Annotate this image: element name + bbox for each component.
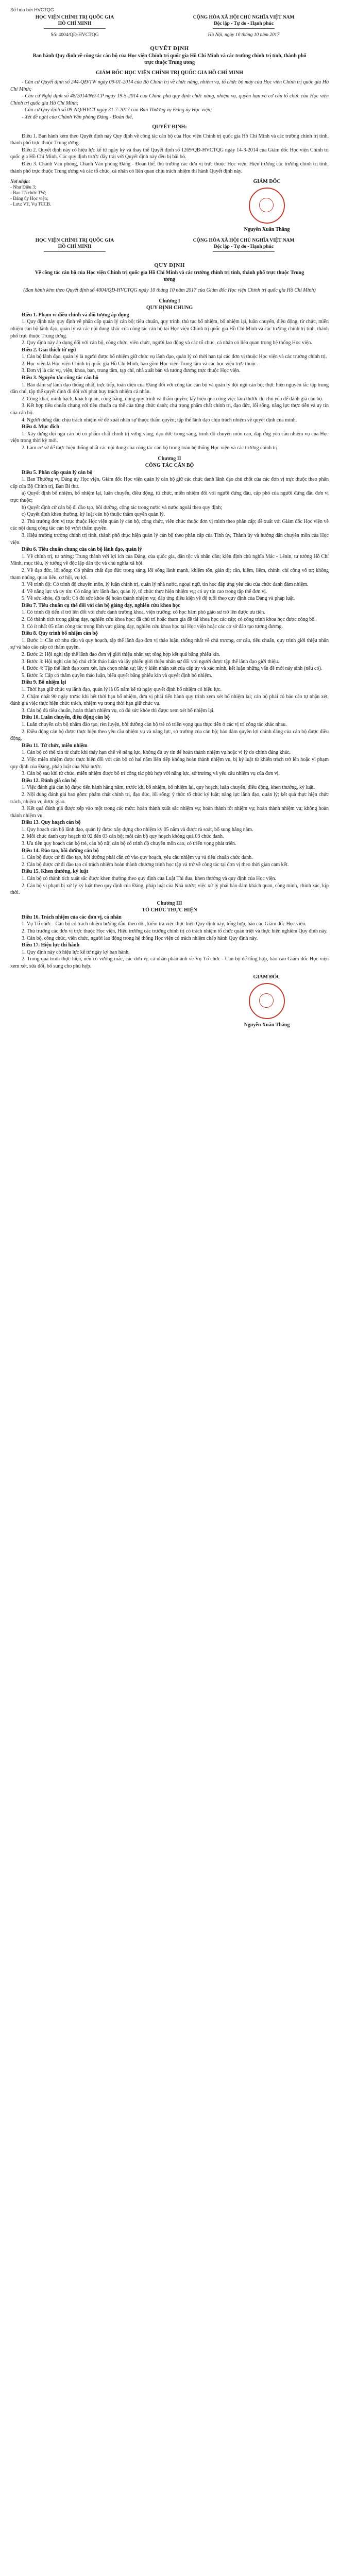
article-paragraph: 2. Công khai, minh bạch, khách quan, công bằng, đúng quy trình và thẩm quyền; lấy hiệu quả công việc làm thước đo chủ yếu để đánh giá cán bộ. (22, 396, 324, 402)
article-paragraph: 2. Cán bộ vi phạm bị xử lý kỷ luật theo quy định của Đảng, pháp luật của Nhà nước; việc xử lý phải bảo đảm khách quan, công minh, chính xác, kịp thời. (10, 883, 329, 896)
closing-signer-role: GIÁM ĐỐC (253, 974, 281, 980)
nation-name: CỘNG HÒA XÃ HỘI CHỦ NGHĨA VIỆT NAM (193, 15, 295, 20)
article-paragraph: 3. Ưu tiên quy hoạch cán bộ trẻ, cán bộ nữ, cán bộ có trình độ chuyên môn cao, có triển vọng phát triển. (22, 841, 236, 847)
article-paragraph: 1. Bước 1: Căn cứ nhu cầu và quy hoạch, tập thể lãnh đạo đơn vị thảo luận, thống nhất về chủ trương, cơ cấu, tiêu chuẩn, quy trình giới thiệu nhân sự và báo cáo cấp có thẩm quyền. (10, 637, 329, 651)
article-paragraph: 3. Cán bộ sau khi từ chức, miễn nhiệm được bố trí công tác phù hợp với năng lực, sở trường và yêu cầu nhiệm vụ của đơn vị. (22, 771, 280, 777)
brand-label: Số hóa bởi HVCTQG (10, 7, 54, 12)
article-heading: Điều 13. Quy hoạch cán bộ (22, 820, 81, 826)
article-heading: Điều 12. Đánh giá cán bộ (22, 777, 77, 784)
recipient-item: - Đảng ủy Học viện; (10, 196, 48, 201)
article-paragraph: a) Quyết định bổ nhiệm, bổ nhiệm lại, luân chuyển, điều động, từ chức, miễn nhiệm đối với người đứng đầu, cấp phó của người đứng đầu đơn vị trực thuộc; (10, 490, 329, 503)
regulation-nation-motto: Độc lập - Tự do - Hạnh phúc (213, 244, 274, 250)
issue-date: Hà Nội, ngày 10 tháng 10 năm 2017 (208, 32, 280, 38)
article-heading: Điều 4. Mục đích (22, 424, 59, 430)
chapter-name: QUY ĐỊNH CHUNG (146, 304, 193, 311)
article-paragraph: 2. Việc miễn nhiệm được thực hiện đối với cán bộ có hai năm liên tiếp không hoàn thành nhiệm vụ, bị kỷ luật từ khiển trách trở lên hoặc vi phạm quy định của Đảng, pháp luật của Nhà nước. (10, 756, 329, 770)
article-heading: Điều 16. Trách nhiệm của các đơn vị, cá nhân (22, 914, 122, 920)
closing-signer-name: Nguyễn Xuân Thắng (244, 1022, 290, 1028)
issuer-org-line1: HỌC VIỆN CHÍNH TRỊ QUỐC GIA (35, 15, 114, 20)
article-paragraph: c) Quyết định khen thưởng, kỷ luật cán bộ thuộc thẩm quyền quản lý. (22, 512, 165, 518)
article-paragraph: 1. Có trình độ tiến sĩ trở lên đối với chức danh trưởng khoa, viện trưởng; có học hàm phó giáo sư trở lên được ưu tiên. (22, 609, 265, 616)
chapter-label: Chương I (159, 298, 180, 304)
article-paragraph: 2. Chậm nhất 90 ngày trước khi hết thời hạn bổ nhiệm, đơn vị phải tiến hành quy trình xem xét bổ nhiệm lại; cán bộ phải có báo cáo tự nhận xét, đánh giá việc thực hiện chức trách, nhiệm vụ trong thời hạn giữ chức vụ. (10, 693, 329, 707)
article-paragraph: 1. Xây dựng đội ngũ cán bộ có phẩm chất chính trị vững vàng, đạo đức trong sáng, trình độ chuyên môn cao, đáp ứng yêu cầu nhiệm vụ của Học viện trong thời kỳ mới. (10, 431, 329, 444)
signer-name: Nguyễn Xuân Thắng (244, 227, 290, 233)
basis-item: - Căn cứ Quyết định số 244-QĐ/TW ngày 09-01-2014 của Bộ Chính trị về chức năng, nhiệm vụ, tổ chức bộ máy của Học viện Chính trị quốc gia Hồ Chí Minh; (10, 79, 329, 92)
article-heading: Điều 10. Luân chuyển, điều động cán bộ (22, 715, 110, 721)
article-paragraph: 1. Bảo đảm sự lãnh đạo thống nhất, trực tiếp, toàn diện của Đảng đối với công tác cán bộ và quản lý đội ngũ cán bộ; thực hiện nguyên tắc tập trung dân chủ, tập thể quyết định đi đôi với phát huy trách nhiệm cá nhân. (10, 382, 329, 395)
article-paragraph: 3. Về trình độ: Có trình độ chuyên môn, lý luận chính trị, quản lý nhà nước, ngoại ngữ, tin học đáp ứng yêu cầu của chức danh đảm nhiệm. (22, 582, 309, 588)
article-paragraph: 2. Học viện là Học viện Chính trị quốc gia Hồ Chí Minh, bao gồm Học viện Trung tâm và các học viện trực thuộc. (22, 361, 258, 367)
article-heading: Điều 15. Khen thưởng, kỷ luật (22, 869, 89, 875)
article-paragraph: 5. Về sức khỏe, độ tuổi: Có đủ sức khỏe để hoàn thành nhiệm vụ; đáp ứng điều kiện về độ tuổi theo quy định của Đảng và pháp luật. (22, 596, 295, 602)
article-paragraph: b) Quyết định cử cán bộ đi đào tạo, bồi dưỡng, công tác trong nước và nước ngoài theo quy định; (22, 504, 223, 511)
article-paragraph: 4. Người đứng đầu chịu trách nhiệm về đề xuất nhân sự thuộc thẩm quyền; tập thể lãnh đạo chịu trách nhiệm về quyết định của mình. (22, 417, 297, 423)
article-paragraph: 2. Quy định này áp dụng đối với cán bộ, công chức, viên chức, người lao động và các tổ chức, cá nhân có liên quan trong hệ thống Học viện. (22, 340, 312, 346)
decides-heading: QUYẾT ĐỊNH: (152, 124, 187, 130)
divider (44, 28, 106, 29)
article-paragraph: 3. Hiệu trưởng trường chính trị tỉnh, thành phố thực hiện quản lý cán bộ theo phân cấp của Tỉnh ủy, Thành ủy và hướng dẫn chuyên môn của Học viện. (10, 532, 329, 546)
closing-signer-block (205, 974, 329, 1028)
basis-item: - Xét đề nghị của Chánh Văn phòng Đảng - Đoàn thể, (22, 114, 133, 120)
legal-bases (10, 79, 329, 121)
article-paragraph: 2. Điều động cán bộ được thực hiện theo yêu cầu nhiệm vụ và năng lực, sở trường của cán bộ; bảo đảm quyền lợi chính đáng của cán bộ được điều động. (10, 728, 329, 742)
article-heading: Điều 5. Phân cấp quản lý cán bộ (22, 469, 93, 476)
article-heading: Điều 17. Hiệu lực thi hành (22, 942, 80, 948)
article-paragraph: 1. Vụ Tổ chức - Cán bộ có trách nhiệm hướng dẫn, theo dõi, kiểm tra việc thực hiện Quy định này; tổng hợp, báo cáo Giám đốc Học viện. (22, 921, 307, 927)
regulation-header (10, 238, 329, 255)
decision-article: Điều 2. Quyết định này có hiệu lực kể từ ngày ký và thay thế Quyết định số 1269/QĐ-HVCTQG ngày 14-3-2014 của Giám đốc Học viện Chính trị quốc gia Hồ Chí Minh. Các quy định trước đây trái với Quyết định này đều bị bãi bỏ. (10, 147, 329, 160)
regulation-nation-name: CỘNG HÒA XÃ HỘI CHỦ NGHĨA VIỆT NAM (193, 238, 295, 244)
article-paragraph: 1. Cán bộ có thành tích xuất sắc được khen thưởng theo quy định của Luật Thi đua, khen thưởng và quy định của Học viện. (22, 876, 277, 882)
regulation-issuer-line1: HỌC VIỆN CHÍNH TRỊ QUỐC GIA (35, 238, 114, 244)
signer-block (205, 179, 329, 232)
article-heading: Điều 2. Giải thích từ ngữ (22, 347, 76, 353)
article-paragraph: 1. Luân chuyển cán bộ nhằm đào tạo, rèn luyện, bồi dưỡng cán bộ trẻ có triển vọng qua thực tiễn ở các vị trí công tác khác nhau. (22, 721, 287, 727)
article-paragraph: 2. Trong quá trình thực hiện, nếu có vướng mắc, các đơn vị, cá nhân phản ánh về Vụ Tổ chức - Cán bộ để tổng hợp, báo cáo Giám đốc Học viện xem xét, sửa đổi, bổ sung cho phù hợp. (10, 956, 329, 969)
article-heading: Điều 7. Tiêu chuẩn cụ thể đối với cán bộ giảng dạy, nghiên cứu khoa học (22, 602, 180, 608)
article-paragraph: 2. Làm cơ sở để thực hiện thống nhất các nội dung của công tác cán bộ trong toàn hệ thống Học viện và các trường chính trị. (22, 445, 279, 451)
article-paragraph: 3. Bước 3: Hội nghị cán bộ chủ chốt thảo luận và lấy phiếu giới thiệu nhân sự đối với người được tập thể lãnh đạo giới thiệu. (22, 658, 279, 665)
article-paragraph: 3. Kết hợp tiêu chuẩn chung với tiêu chuẩn cụ thể của từng chức danh; chú trọng phẩm chất chính trị, đạo đức, lối sống, năng lực thực tiễn và uy tín của cán bộ. (10, 403, 329, 416)
article-paragraph: 3. Cán bộ đủ tiêu chuẩn, hoàn thành nhiệm vụ, có đủ sức khỏe thì được xem xét bổ nhiệm lại. (22, 707, 215, 714)
article-paragraph: 3. Đơn vị là các vụ, viện, khoa, ban, trung tâm, tạp chí, nhà xuất bản và tương đương trực thuộc Học viện. (22, 368, 241, 374)
chapter-label: Chương II (158, 455, 181, 462)
divider (44, 251, 106, 252)
chapter-name: TỔ CHỨC THỰC HIỆN (142, 907, 197, 913)
regulation-issuer-line2: HỒ CHÍ MINH (58, 244, 92, 250)
article-heading: Điều 3. Nguyên tắc công tác cán bộ (22, 375, 98, 381)
article-paragraph: 2. Về đạo đức, lối sống: Có phẩm chất đạo đức trong sáng, lối sống lành mạnh, khiêm tốn, giản dị; cần, kiệm, liêm, chính, chí công vô tư; không tham nhũng, quan liêu, cơ hội, vụ lợi. (10, 567, 329, 581)
article-paragraph: 1. Cán bộ có thể xin từ chức khi thấy hạn chế về năng lực, không đủ uy tín để hoàn thành nhiệm vụ hoặc vì lý do chính đáng khác. (22, 750, 291, 756)
article-paragraph: 1. Quy định này có hiệu lực kể từ ngày ký ban hành. (22, 949, 130, 955)
decision-subtitle: Ban hành Quy định về công tác cán bộ của Học viện Chính trị quốc gia Hồ Chí Minh và các trường chính trị tỉnh, thành phố trực thuộc Trung ương (32, 53, 307, 65)
issuer-block (10, 14, 139, 38)
regulation-title: QUY ĐỊNH (154, 262, 185, 269)
decision-articles (10, 133, 329, 175)
article-paragraph: 3. Có ít nhất 05 năm công tác trong lĩnh vực giảng dạy, nghiên cứu khoa học tại Học viện hoặc các cơ sở đào tạo tương đương. (22, 623, 283, 630)
article-paragraph: 5. Bước 5: Cấp có thẩm quyền thảo luận, biểu quyết bằng phiếu kín và quyết định bổ nhiệm. (22, 672, 212, 679)
article-paragraph: 1. Cán bộ được cử đi đào tạo, bồi dưỡng phải căn cứ vào quy hoạch, yêu cầu nhiệm vụ và tiêu chuẩn chức danh. (22, 855, 253, 861)
article-paragraph: 1. Ban Thường vụ Đảng ủy Học viện, Giám đốc Học viện quản lý cán bộ giữ các chức danh lãnh đạo chủ chốt của các đơn vị trực thuộc theo phân cấp của Bộ Chính trị, Ban Bí thư. (10, 477, 329, 489)
closing-seal-icon (249, 983, 285, 1019)
article-heading: Điều 11. Từ chức, miễn nhiệm (22, 742, 88, 749)
article-paragraph: 1. Việc đánh giá cán bộ được tiến hành hằng năm, trước khi bổ nhiệm, bổ nhiệm lại, quy hoạch, luân chuyển, điều động, khen thưởng, kỷ luật. (22, 785, 315, 791)
article-heading: Điều 9. Bổ nhiệm lại (22, 680, 66, 686)
article-heading: Điều 6. Tiêu chuẩn chung của cán bộ lãnh đạo, quản lý (22, 547, 142, 553)
basis-item: - Căn cứ Quy định số 09-NQ/HVCT ngày 31-7-2017 của Ban Thường vụ Đảng ủy Học viện; (22, 107, 212, 113)
article-heading: Điều 1. Phạm vi điều chỉnh và đối tượng áp dụng (22, 312, 129, 318)
article-paragraph: 2. Bước 2: Hội nghị tập thể lãnh đạo đơn vị giới thiệu nhân sự; tổng hợp kết quả bằng phiếu kín. (22, 652, 221, 658)
article-paragraph: 2. Có thành tích trong giảng dạy, nghiên cứu khoa học; đã chủ trì hoặc tham gia đề tài khoa học các cấp; có công trình khoa học được công bố. (22, 617, 316, 623)
recipient-item: - Lưu: VT, Vụ TCCB. (10, 201, 52, 207)
article-heading: Điều 14. Đào tạo, bồi dưỡng cán bộ (22, 848, 99, 854)
article-paragraph: 2. Nội dung đánh giá bao gồm: phẩm chất chính trị, đạo đức, lối sống; ý thức tổ chức kỷ luật; năng lực lãnh đạo, quản lý; kết quả thực hiện chức trách, nhiệm vụ được giao. (10, 791, 329, 805)
decision-number: Số: 4004/QĐ-HVCTQG (50, 32, 99, 38)
article-paragraph: 4. Bước 4: Tập thể lãnh đạo xem xét, lựa chọn nhân sự; lấy ý kiến nhận xét của cấp ủy và xác minh, kết luận những vấn đề mới nảy sinh (nếu có). (22, 666, 323, 672)
article-paragraph: 1. Thời hạn giữ chức vụ lãnh đạo, quản lý là 05 năm kể từ ngày quyết định bổ nhiệm có hiệu lực. (22, 687, 222, 692)
basis-item: - Căn cứ Nghị định số 48/2014/NĐ-CP ngày 19-5-2014 của Chính phủ quy định chức năng, nhiệm vụ, quyền hạn và cơ cấu tổ chức của Học viện Chính trị quốc gia Hồ Chí Minh; (10, 93, 329, 106)
article-paragraph: 2. Mỗi chức danh quy hoạch từ 02 đến 03 cán bộ; mỗi cán bộ quy hoạch không quá 03 chức danh. (22, 834, 224, 840)
nation-block (159, 14, 329, 38)
regulation-nation (159, 238, 329, 255)
regulation-issuer (10, 238, 139, 255)
signer-role: GIÁM ĐỐC (253, 179, 281, 185)
signature-area (10, 179, 329, 232)
regulation-subtitle: Về công tác cán bộ của Học viện Chính trị quốc gia Hồ Chí Minh và các trường chính trị tỉnh, thành phố trực thuộc Trung ương (35, 270, 304, 283)
document-page (10, 0, 329, 1028)
article-paragraph: 1. Về chính trị, tư tưởng: Trung thành với lợi ích của Đảng, của quốc gia, dân tộc và nhân dân; kiên định chủ nghĩa Mác - Lênin, tư tưởng Hồ Chí Minh, mục tiêu, lý tưởng về độc lập dân tộc và chủ nghĩa xã hội. (10, 553, 329, 567)
document-header (10, 14, 329, 38)
issuer-org-line2: HỒ CHÍ MINH (58, 21, 92, 26)
divider (213, 251, 275, 252)
divider (213, 28, 275, 29)
chapter-name: CÔNG TÁC CÁN BỘ (145, 462, 194, 468)
regulation-note: (Ban hành kèm theo Quyết định số 4004/QĐ-HVCTQG ngày 10 tháng 10 năm 2017 của Giám đốc Học viện Chính trị quốc gia Hồ Chí Minh) (23, 287, 316, 294)
article-paragraph: 1. Quy định này quy định về phân cấp quản lý cán bộ; tiêu chuẩn, quy trình, thủ tục bổ nhiệm, bổ nhiệm lại, luân chuyển, điều động, từ chức, miễn nhiệm cán bộ lãnh đạo, quản lý và các nội dung khác của công tác cán bộ tại Học viện Chính trị quốc gia Hồ Chí Minh và các trường chính trị tỉnh, thành phố trực thuộc Trung ương. (10, 319, 329, 339)
article-paragraph: 2. Thủ trưởng các đơn vị trực thuộc Học viện, Hiệu trưởng các trường chính trị có trách nhiệm tổ chức quán triệt và thực hiện nghiêm Quy định này. (22, 928, 328, 934)
article-paragraph: 3. Kết quả đánh giá được xếp vào một trong các mức: hoàn thành xuất sắc nhiệm vụ; hoàn thành tốt nhiệm vụ; hoàn thành nhiệm vụ; không hoàn thành nhiệm vụ. (10, 806, 329, 819)
recipients-title: Nơi nhận: (10, 179, 30, 184)
authority-line: GIÁM ĐỐC HỌC VIỆN CHÍNH TRỊ QUỐC GIA HỒ CHÍ MINH (96, 70, 243, 76)
article-heading: Điều 8. Quy trình bổ nhiệm cán bộ (22, 631, 98, 637)
recipient-item: - Ban Tổ chức TW; (10, 190, 46, 196)
recipients-block (10, 179, 113, 232)
decision-title: QUYẾT ĐỊNH (150, 45, 189, 52)
closing-signature-area (10, 974, 329, 1028)
article-paragraph: 4. Về năng lực và uy tín: Có năng lực lãnh đạo, quản lý, tổ chức thực hiện nhiệm vụ; có uy tín cao trong tập thể đơn vị. (22, 588, 267, 595)
article-paragraph: 1. Quy hoạch cán bộ lãnh đạo, quản lý được xây dựng cho nhiệm kỳ 05 năm và được rà soát, bổ sung hằng năm. (22, 826, 253, 833)
recipient-item: - Như Điều 3; (10, 184, 37, 190)
nation-motto: Độc lập - Tự do - Hạnh phúc (213, 21, 274, 26)
article-paragraph: 2. Cán bộ được cử đi đào tạo có trách nhiệm hoàn thành chương trình học tập và trở về công tác tại đơn vị theo thời gian cam kết. (22, 861, 289, 868)
article-paragraph: 1. Cán bộ lãnh đạo, quản lý là người được bổ nhiệm giữ chức vụ lãnh đạo, quản lý có thời hạn tại các đơn vị thuộc Học viện và các trường chính trị. (22, 354, 327, 360)
article-paragraph: 3. Cán bộ, công chức, viên chức, người lao động trong hệ thống Học viện có trách nhiệm chấp hành Quy định này. (22, 935, 258, 941)
regulation-chapters (10, 298, 329, 970)
decision-article: Điều 3. Chánh Văn phòng, Chánh Văn phòng Đảng - Đoàn thể, thủ trưởng các đơn vị trực thuộc Học viện, Hiệu trưởng các trường chính trị tỉnh, thành phố trực thuộc Trung ương và các tổ chức, cá nhân có liên quan chịu trách nhiệm thi hành Quyết định này. (10, 161, 329, 174)
official-seal-icon (249, 188, 285, 224)
article-paragraph: 2. Thủ trưởng đơn vị trực thuộc Học viện quản lý cán bộ, công chức, viên chức thuộc đơn vị mình theo phân cấp; đề xuất với Giám đốc Học viện về các nội dung công tác cán bộ vượt thẩm quyền. (10, 518, 329, 532)
chapter-label: Chương III (157, 900, 182, 906)
decision-article: Điều 1. Ban hành kèm theo Quyết định này Quy định về công tác cán bộ của Học viện Chính trị quốc gia Hồ Chí Minh và các trường chính trị tỉnh, thành phố trực thuộc Trung ương. (10, 133, 329, 146)
